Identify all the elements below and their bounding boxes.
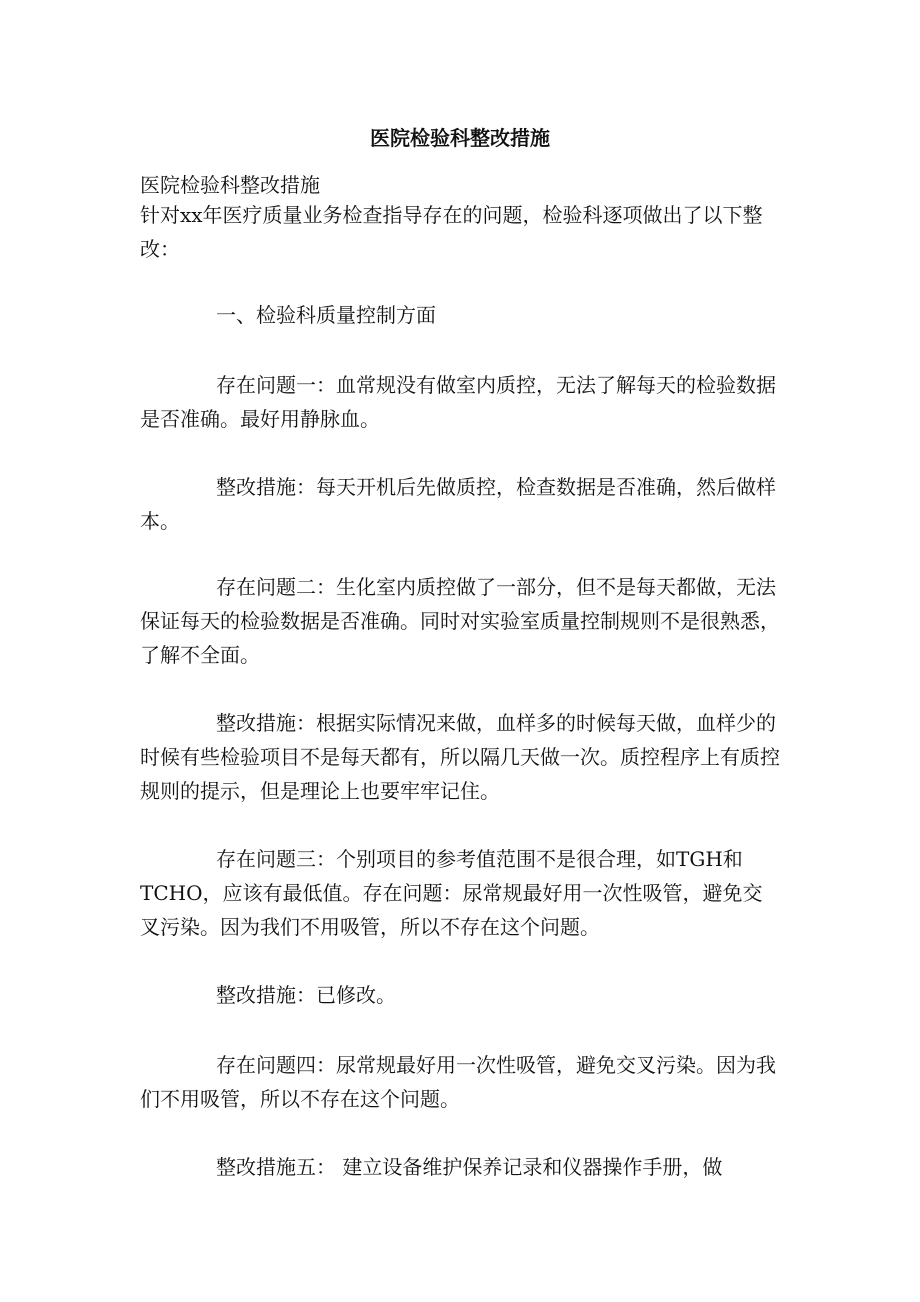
document-title: 医院检验科整改措施 [370,126,550,150]
problem-1-paragraph: 存在问题一：血常规没有做室内质控，无法了解每天的检验数据是否准确。最好用静脉血。 [140,373,776,431]
measure-3-paragraph: 整改措施：已修改。 [216,983,396,1007]
section-heading-quality-control: 一、检验科质量控制方面 [216,303,436,327]
measure-1-paragraph: 整改措施：每天开机后先做质控，检查数据是否准确，然后做样本。 [140,475,776,533]
problem-3-paragraph: 存在问题三：个别项目的参考值范围不是很合理，如TGH和TCHO，应该有最低值。存在问题：尿常规最好用一次性吸管，避免交叉污染。因为我们不用吸管，所以不存在这个问题。 [140,847,763,939]
intro-paragraph: 针对xx年医疗质量业务检查指导存在的问题，检验科逐项做出了以下整改： [140,203,763,261]
measure-5-paragraph: 整改措施五： 建立设备维护保养记录和仪器操作手册，做 [216,1155,723,1179]
problem-2-paragraph: 存在问题二：生化室内质控做了一部分，但不是每天都做，无法保证每天的检验数据是否准确。同时对实验室质量控制规则不是很熟悉，了解不全面。 [140,575,780,667]
problem-4-paragraph: 存在问题四：尿常规最好用一次性吸管，避免交叉污染。因为我们不用吸管，所以不存在这个问题。 [140,1053,776,1111]
document-subtitle: 医院检验科整改措施 [140,173,320,197]
measure-2-paragraph: 整改措施：根据实际情况来做，血样多的时候每天做，血样少的时候有些检验项目不是每天都有，所以隔几天做一次。质控程序上有质控规则的提示，但是理论上也要牢牢记住。 [140,711,780,803]
